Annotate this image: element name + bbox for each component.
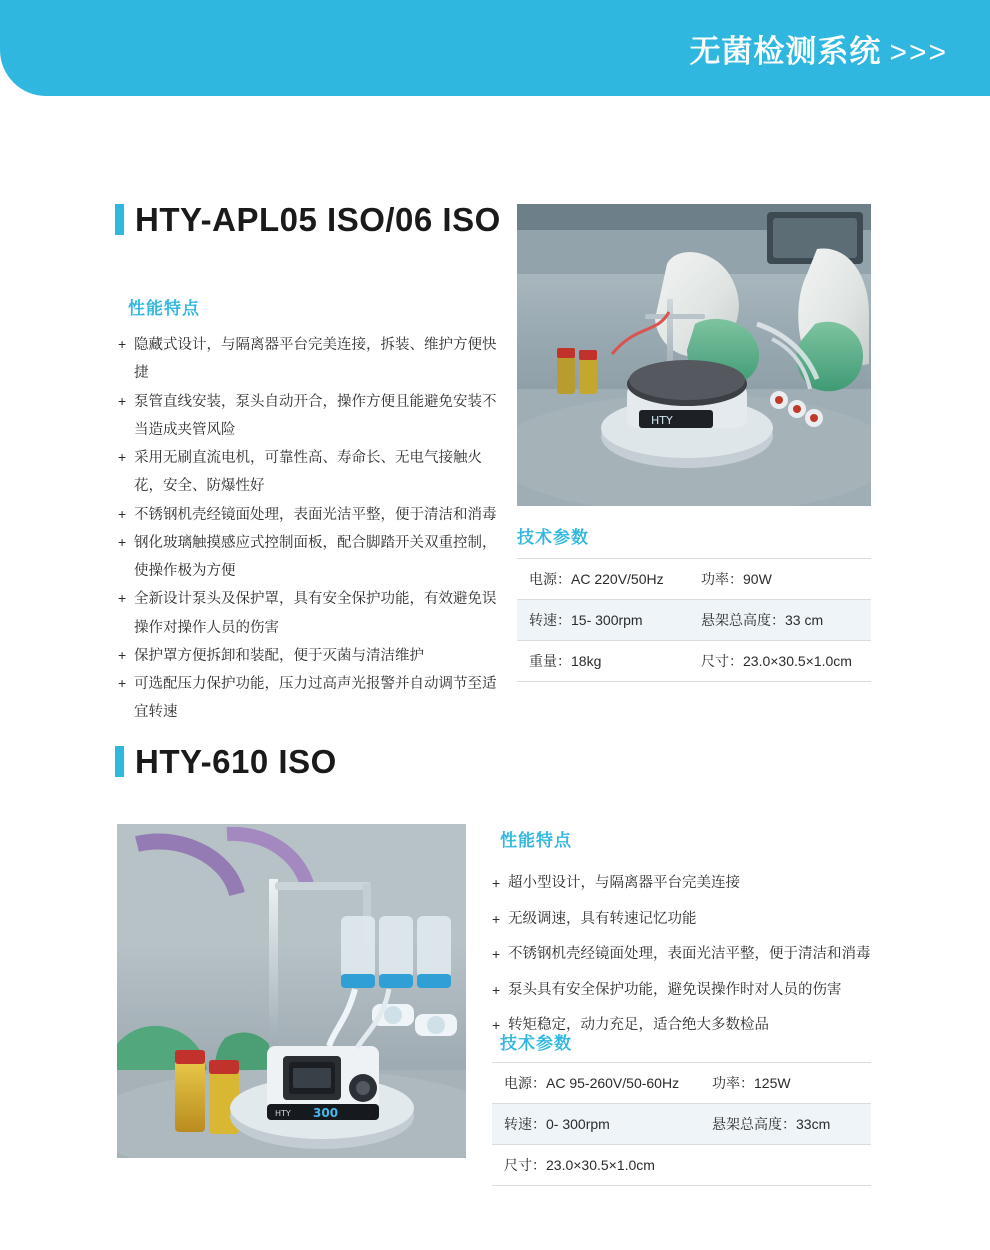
table-row [492,1104,871,1145]
svg-text:HTY: HTY [275,1109,291,1118]
product-1-title [115,203,501,236]
list-item-label: 超小型设计，与隔离器平台完美连接 [508,875,740,891]
plus-icon: + [492,946,501,963]
plus-icon: + [118,336,127,352]
plus-icon: + [492,981,501,998]
list-item-label: 泵管直线安装，泵头自动开合，操作方便且能避免安装不当造成夹管风险 [134,393,497,438]
list-item [118,501,510,529]
spec-cell: 电源：AC 95-260V/50-60Hz [492,1063,700,1104]
list-item [118,529,510,586]
spec-cell: 尺寸：23.0×30.5×1.0cm [689,641,871,682]
list-item-label: 钢化玻璃触摸感应式控制面板，配合脚踏开关双重控制，使操作极为方便 [134,534,497,580]
spec-cell: 转速：0- 300rpm [492,1104,700,1145]
plus-icon: + [492,1017,501,1034]
list-item [118,444,510,501]
product-1-feature-list [118,331,510,727]
list-item [118,388,510,445]
product-2-spec-table [492,1062,871,1186]
list-item [492,866,872,902]
list-item-label: 不锈钢机壳经镜面处理，表面光洁平整，便于清洁和消毒 [134,506,497,523]
plus-icon: + [118,675,127,692]
product-2-title [115,745,337,778]
product-1-photo-graphic [517,204,871,506]
title-accent-bar [115,204,124,235]
list-item [492,902,872,938]
product-1-photo [517,204,871,506]
spec-cell: 转速：15- 300rpm [517,600,689,641]
list-item [118,585,510,642]
table-row [492,1145,871,1186]
list-item-label: 泵头具有安全保护功能，避免误操作时对人员的伤害 [508,981,842,998]
product-2-photo [117,824,466,1158]
product-1-spec-table [517,558,871,682]
table-row [517,641,871,682]
product-1-features-heading: 性能特点 [128,299,200,318]
plus-icon: + [492,910,501,927]
table-row [517,559,871,600]
spec-cell: 功率：90W [689,559,871,600]
list-item [118,642,510,670]
title-accent-bar [115,746,124,777]
header-title [689,36,948,68]
plus-icon: + [118,646,127,663]
svg-text:300: 300 [313,1106,339,1120]
list-item-label: 保护罩方便拆卸和装配，便于灭菌与清洁维护 [134,647,424,664]
spec-cell: 功率：125W [700,1063,871,1104]
product-2-photo-graphic [117,824,466,1158]
plus-icon: + [118,505,127,522]
spec-cell: 悬架总高度：33 cm [689,600,871,641]
svg-text:HTY: HTY [651,414,673,427]
product-2-feature-list [492,866,872,1044]
table-row [492,1063,871,1104]
spec-cell: 重量：18kg [517,641,689,682]
spec-cell [700,1145,871,1186]
product-1-specs-heading: 技术参数 [517,528,589,547]
list-item [118,331,510,388]
page-header [0,0,990,100]
table-row [517,600,871,641]
plus-icon: + [118,533,127,550]
list-item-label: 不锈钢机壳经镜面处理，表面光洁平整，便于清洁和消毒 [508,946,871,963]
spec-cell: 电源：AC 220V/50Hz [517,559,689,600]
header-arrows-icon: >>> [889,36,948,69]
list-item-label: 无级调速，具有转速记忆功能 [508,910,697,927]
product-2-features-heading: 性能特点 [500,831,572,850]
list-item [492,973,872,1009]
list-item-label: 可选配压力保护功能，压力过高声光报警并自动调节至适宜转速 [134,676,497,721]
plus-icon: + [118,392,127,409]
list-item-label: 全新设计泵头及保护罩，具有安全保护功能，有效避免误操作对操作人员的伤害 [134,591,497,636]
plus-icon: + [118,449,127,466]
list-item-label: 转矩稳定，动力充足，适合绝大多数检品 [508,1017,769,1034]
list-item [492,937,872,973]
spec-cell: 悬架总高度：33cm [700,1104,871,1145]
product-1-name: HTY-APL05 ISO/06 ISO [135,201,501,238]
product-2-name: HTY-610 ISO [135,743,337,780]
list-item [118,670,510,727]
list-item-label: 采用无刷直流电机，可靠性高、寿命长、无电气接触火花，安全、防爆性好 [134,450,482,495]
list-item-label: 隐藏式设计，与隔离器平台完美连接，拆装、维护方便快捷 [134,337,497,382]
plus-icon: + [492,875,501,891]
spec-cell: 尺寸：23.0×30.5×1.0cm [492,1145,700,1186]
header-title-text: 无菌检测系统 [689,34,882,69]
product-2-specs-heading: 技术参数 [500,1034,572,1053]
plus-icon: + [118,590,127,607]
